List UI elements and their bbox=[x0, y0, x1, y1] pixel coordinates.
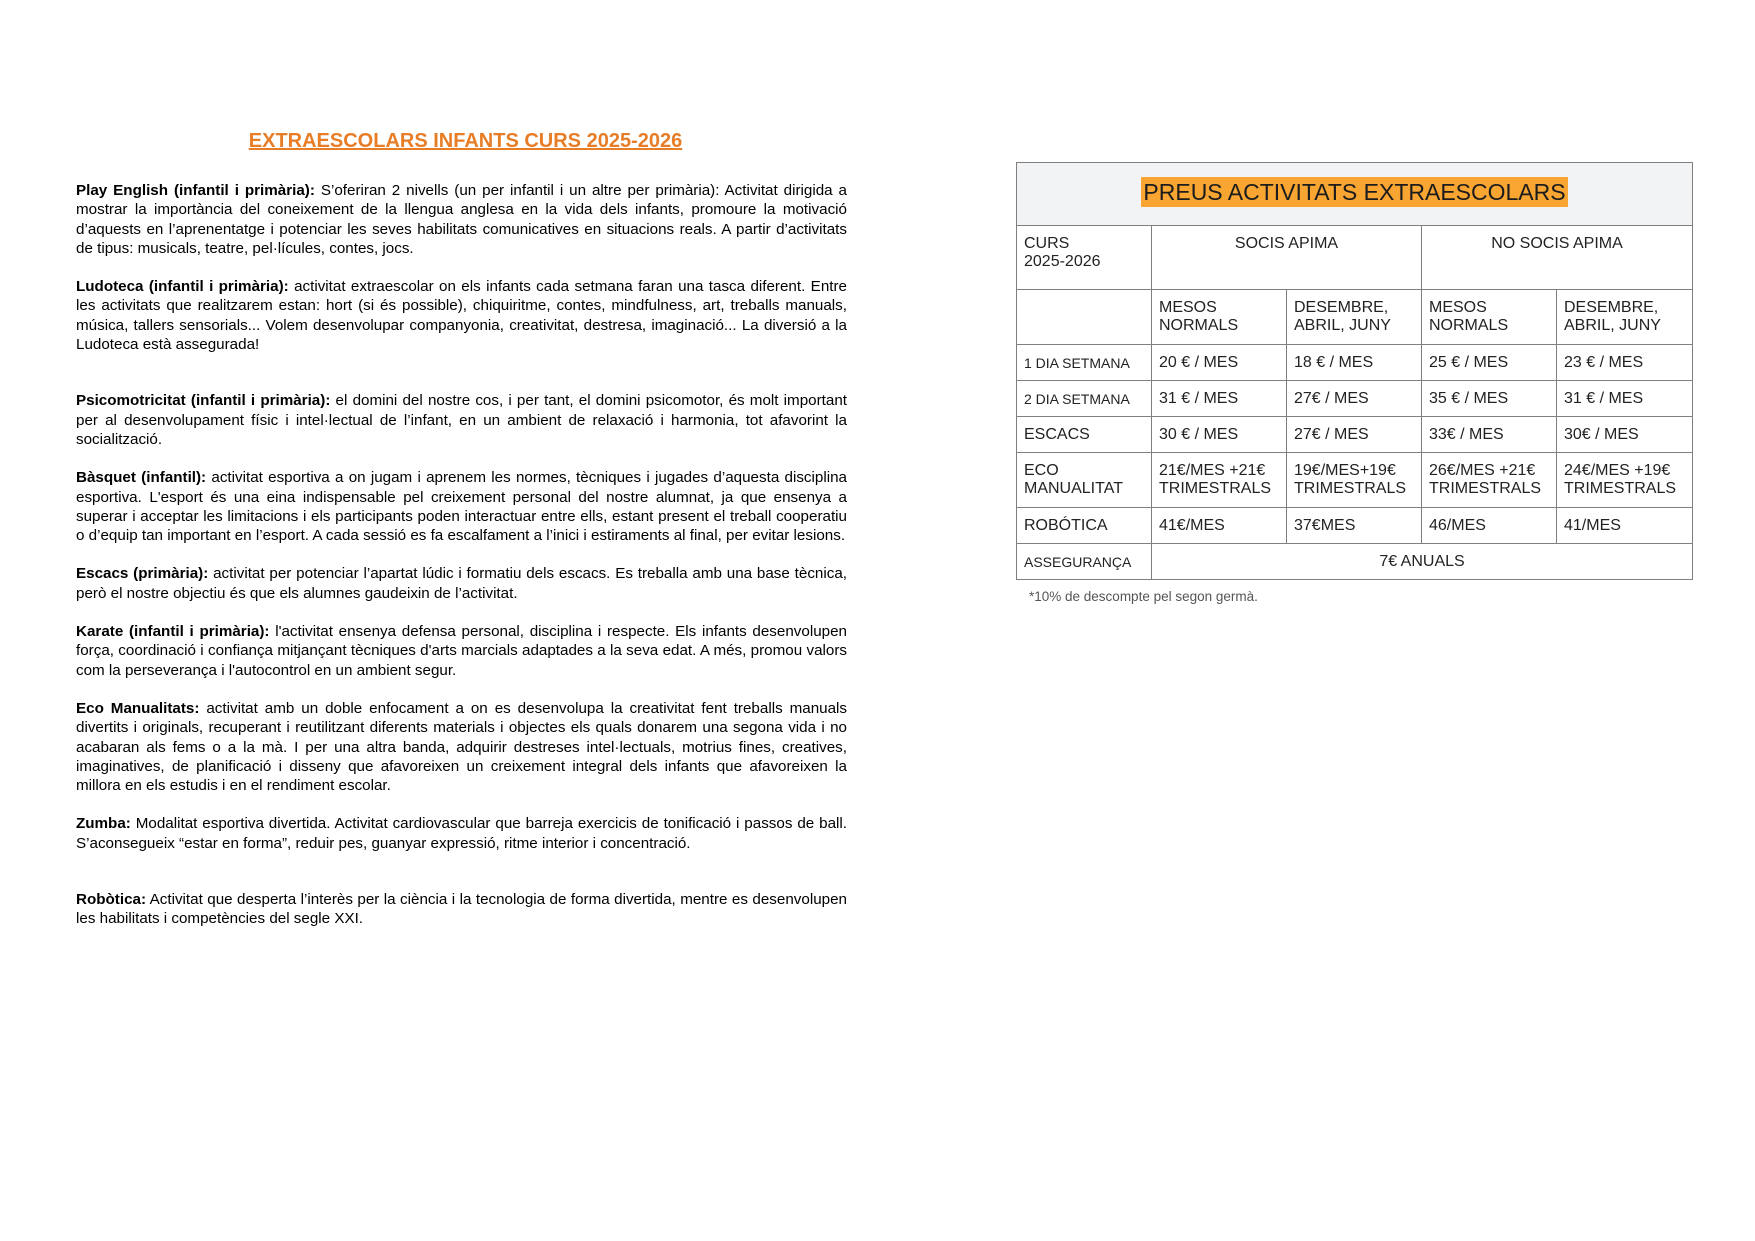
price-cell: 41/MES bbox=[1557, 508, 1693, 544]
section-text: Modalitat esportiva divertida. Activitat cardiovascular que barreja exercicis de tonificació i passos de ball. S’aconsegueix “estar en forma”, reduir pes, guanyar expressió, ritme interior i concentració. bbox=[76, 815, 847, 852]
table-row bbox=[1017, 508, 1693, 544]
price-cell: 25 € / MES bbox=[1422, 345, 1557, 381]
price-cell: 31 € / MES bbox=[1557, 381, 1693, 417]
section-heading: Karate (infantil i primària): bbox=[76, 623, 270, 641]
price-cell: 23 € / MES bbox=[1557, 345, 1693, 381]
price-cell: 30€ / MES bbox=[1557, 417, 1693, 453]
section-ludoteca bbox=[76, 277, 847, 354]
group-socis: SOCIS APIMA bbox=[1152, 226, 1422, 290]
price-cell: 20 € / MES bbox=[1152, 345, 1287, 381]
table-row bbox=[1017, 381, 1693, 417]
section-play-english bbox=[76, 181, 847, 258]
row-label: ESCACS bbox=[1017, 417, 1152, 453]
row-label: 1 DIA SETMANA bbox=[1017, 345, 1152, 381]
section-text: activitat per potenciar l’apartat lúdic i formatiu dels escacs. Es treballa amb una base tècnica, però el nostre objectiu és que els alumnes gaudeixin de l’activitat. bbox=[76, 565, 847, 602]
group-header-row bbox=[1017, 226, 1693, 290]
price-cell: 37€MES bbox=[1287, 508, 1422, 544]
page-title: EXTRAESCOLARS INFANTS CURS 2025-2026 bbox=[248, 130, 683, 152]
price-cell: 21€/MES +21€ TRIMESTRALS bbox=[1152, 453, 1287, 508]
prices-title-row bbox=[1017, 163, 1693, 226]
discount-footnote: *10% de descompte pel segon germà. bbox=[1029, 589, 1258, 604]
section-heading: Zumba: bbox=[76, 815, 131, 833]
section-heading: Escacs (primària): bbox=[76, 565, 209, 583]
row-label: ECO MANUALITAT bbox=[1017, 453, 1152, 508]
section-heading: Psicomotricitat (infantil i primària): bbox=[76, 392, 331, 410]
sub-header: MESOS NORMALS bbox=[1422, 290, 1557, 345]
activities-column bbox=[76, 130, 847, 948]
section-text: el domini del nostre cos, i per tant, el domini psicomotor, és molt important per al desenvolupament físic i intel·lectual de l’infant, en un ambient de relaxació i harmonia, tot afavorint la socialització. bbox=[76, 392, 847, 448]
price-cell: 41€/MES bbox=[1152, 508, 1287, 544]
section-text: S’oferiran 2 nivells (un per infantil i un altre per primària): Activitat dirigida a mostrar la importància del coneixement de la llengua anglesa en la vida dels infants, promoure la motivació d’aquests en l’aprenentatge i potenciar les seves habilitats comunicatives en situacions reals. A partir d’activitats de tipus: musicals, teatre, pel·lícules, contes, jocs. bbox=[76, 182, 847, 257]
price-cell: 18 € / MES bbox=[1287, 345, 1422, 381]
row-label: ROBÓTICA bbox=[1017, 508, 1152, 544]
price-cell: 26€/MES +21€ TRIMESTRALS bbox=[1422, 453, 1557, 508]
section-psicomotricitat bbox=[76, 391, 847, 449]
section-text: activitat amb un doble enfocament a on es desenvolupa la creativitat fent treballs manuals divertits i originals, recuperant i reutilitzant diferents materials i objectes els quals donarem una segona vida i no acabaran als fems o a la mà. I per una altra banda, adquirir destreses intel·lectuals, motrius fines, creatives, imaginatives, de planificació i disseny que afavoreixen un creixement integral dels infants que afavoreixen la millora en els estudis i en el rendiment escolar. bbox=[76, 699, 848, 795]
section-text: activitat extraescolar on els infants cada setmana faran una tasca diferent. Entre les activitats que realitzarem estan: hort (si és possible), chiquiritme, contes, mindfulness, art, treballs manuals, música, tallers sensorials... Volem desenvolupar companyonia, creativitat, destresa, imaginació... La diversió a la Ludoteca està assegurada! bbox=[76, 278, 847, 354]
section-heading: Bàsquet (infantil): bbox=[76, 469, 207, 487]
table-row bbox=[1017, 453, 1693, 508]
price-cell: 33€ / MES bbox=[1422, 417, 1557, 453]
section-basquet bbox=[76, 468, 847, 545]
table-row bbox=[1017, 345, 1693, 381]
section-heading: Eco Manualitats: bbox=[76, 699, 200, 717]
section-karate bbox=[76, 622, 847, 680]
section-zumba bbox=[76, 814, 847, 853]
insurance-value: 7€ ANUALS bbox=[1152, 544, 1693, 580]
price-cell: 46/MES bbox=[1422, 508, 1557, 544]
price-cell: 19€/MES+19€ TRIMESTRALS bbox=[1287, 453, 1422, 508]
group-no-socis: NO SOCIS APIMA bbox=[1422, 226, 1693, 290]
course-label: CURS 2025-2026 bbox=[1017, 226, 1152, 290]
price-cell: 31 € / MES bbox=[1152, 381, 1287, 417]
prices-table bbox=[1016, 162, 1693, 580]
section-heading: Robòtica: bbox=[76, 891, 147, 909]
price-cell: 27€ / MES bbox=[1287, 417, 1422, 453]
table-row bbox=[1017, 417, 1693, 453]
price-cell: 24€/MES +19€ TRIMESTRALS bbox=[1557, 453, 1693, 508]
row-label: ASSEGURANÇA bbox=[1017, 544, 1152, 580]
section-escacs bbox=[76, 564, 847, 603]
price-cell: 30 € / MES bbox=[1152, 417, 1287, 453]
section-text: l'activitat ensenya defensa personal, disciplina i respecte. Els infants desenvolupen força, coordinació i confiança mitjançant tècniques d'arts marcials adaptades a la seva edat. A més, promou valors com la perseverança i l'autocontrol en un ambient segur. bbox=[76, 623, 847, 679]
sub-header: DESEMBRE, ABRIL, JUNY bbox=[1287, 290, 1422, 345]
prices-heading: PREUS ACTIVITATS EXTRAESCOLARS bbox=[1143, 179, 1566, 205]
section-heading: Ludoteca (infantil i primària): bbox=[76, 278, 289, 296]
insurance-row bbox=[1017, 544, 1693, 580]
prices-panel bbox=[1016, 162, 1692, 604]
section-robotica bbox=[76, 890, 847, 929]
section-text: Activitat que desperta l’interès per la ciència i la tecnologia de forma divertida, mentre es desenvolupen les habilitats i competències del segle XXI. bbox=[76, 891, 847, 928]
empty-cell bbox=[1017, 290, 1152, 345]
section-text: activitat esportiva a on jugam i aprenem les normes, tècniques i jugades d’aquesta disciplina esportiva. L'esport és una eina indispensable pel creixement personal del nostre alumnat, ja que ensenya a superar i acceptar les limitacions i els participants poden interactuar entre ells, estant present el treball cooperatiu o d’equip tan important en l’esport. A cada sessió es fa escalfament a l’inici i estiraments al final, per evitar lesions. bbox=[76, 469, 847, 545]
section-heading: Play English (infantil i primària): bbox=[76, 182, 315, 199]
price-cell: 35 € / MES bbox=[1422, 381, 1557, 417]
price-cell: 27€ / MES bbox=[1287, 381, 1422, 417]
sub-header: MESOS NORMALS bbox=[1152, 290, 1287, 345]
row-label: 2 DIA SETMANA bbox=[1017, 381, 1152, 417]
sub-header-row bbox=[1017, 290, 1693, 345]
sub-header: DESEMBRE, ABRIL, JUNY bbox=[1557, 290, 1693, 345]
section-eco-manualitats bbox=[76, 699, 847, 795]
